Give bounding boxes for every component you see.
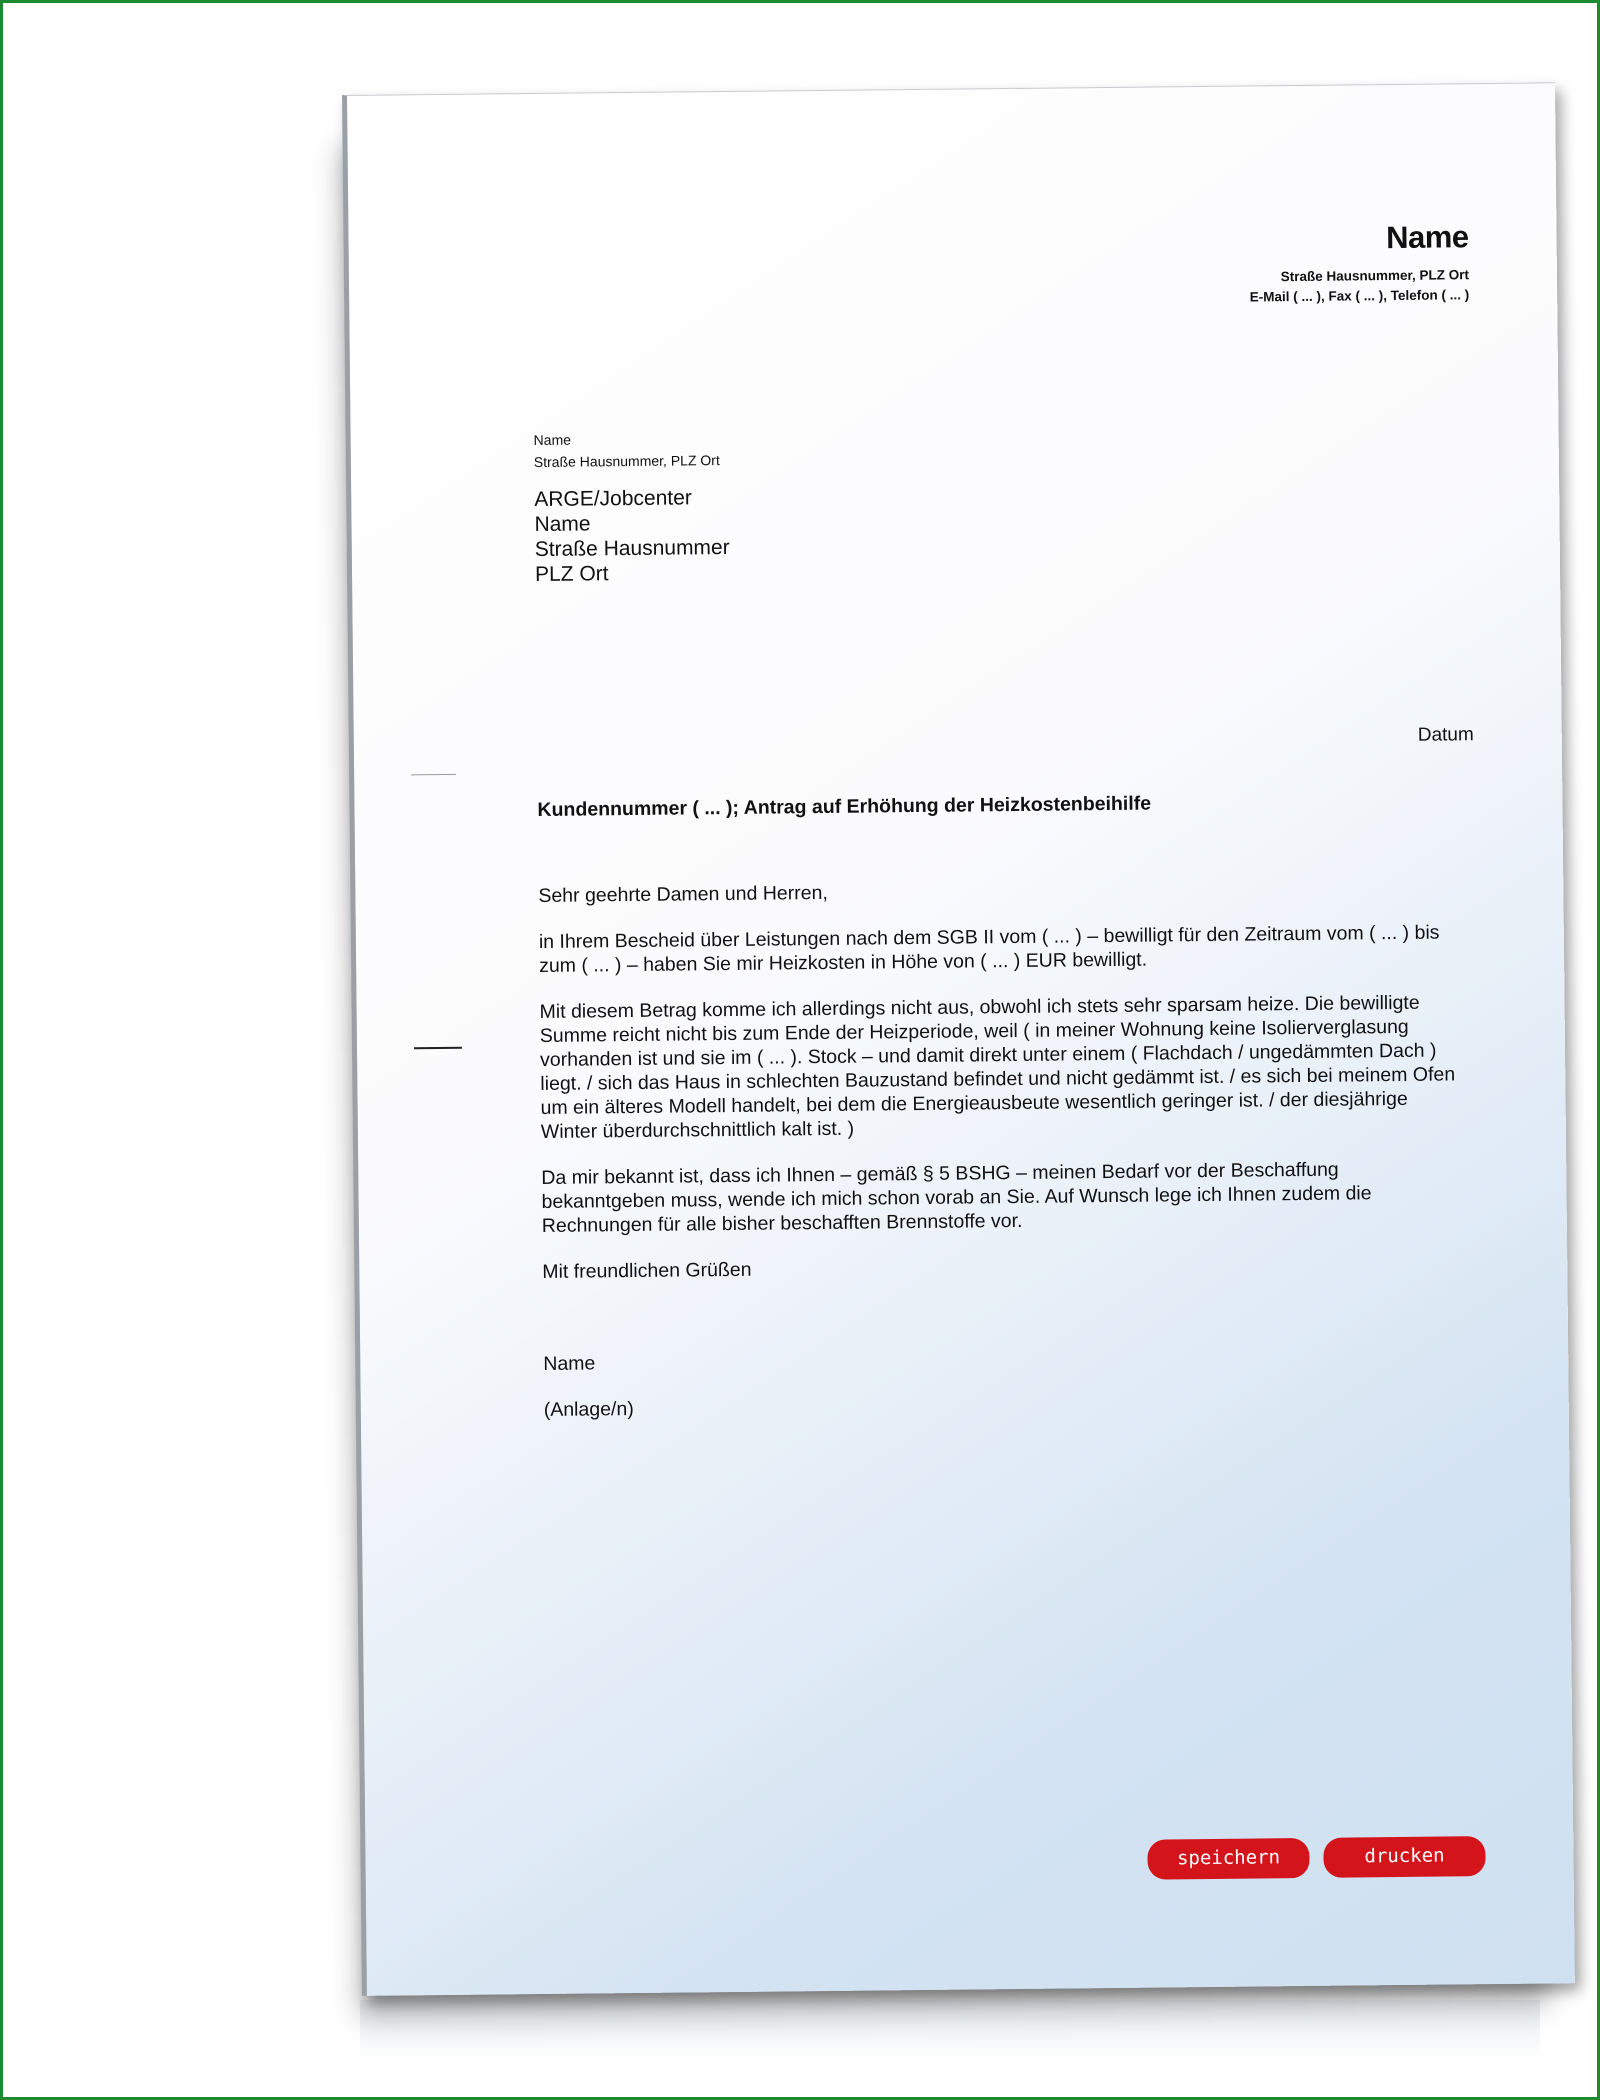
recipient-line-3: Straße Hausnummer (534, 535, 730, 562)
letter-body (538, 874, 1459, 1444)
print-button[interactable]: drucken (1323, 1836, 1485, 1878)
save-button[interactable]: speichern (1147, 1838, 1309, 1880)
sender-name: Name (1385, 219, 1469, 256)
signature-name: Name (543, 1352, 596, 1375)
recipient-line-1: ARGE/Jobcenter (534, 486, 692, 512)
recipient-line-2: Name (534, 512, 591, 537)
punch-mark (414, 1047, 462, 1050)
return-address-name: Name (533, 431, 572, 449)
letter-page (342, 82, 1575, 1996)
body-paragraph-2: Mit diesem Betrag komme ich allerdings nicht aus, obwohl ich stets sehr sparsam heize. Die bewilligte Summe reicht nicht bis zum Ende der Heizperiode, weil ( in meiner Wohnung keine Isolierverglasung vorhanden ist und sie im ( ... ). Stock – und damit direkt unter einem ( Flachdach / ungedämmten Dach ) liegt. / sich das Haus in schlechten Bauzustand befindet und nicht gedämmt ist. / es sich bei meinem Ofen um ein älteres Modell handelt, bei dem die Energieausbeute wesentlich geringer ist. / der diesjährige Winter überdurchschnittlich kalt ist. ) (539, 991, 1456, 1143)
sender-contact: E-Mail ( ... ), Fax ( ... ), Telefon ( ... ) (1249, 287, 1470, 305)
body-paragraph-1: in Ihrem Bescheid über Leistungen nach dem SGB II vom ( ... ) – bewilligt für den Zeitraum vom ( ... ) bis zum ( ... ) – haben Sie mir Heizkosten in Höhe von ( ... ) EUR bewilligt. (538, 921, 1440, 977)
body-paragraph-3: Da mir bekannt ist, dass ich Ihnen – gemäß § 5 BSHG – meinen Bedarf vor der Beschaffung bekanntgeben muss, wende ich mich schon vorab an Sie. Auf Wunsch lege ich Ihnen zudem die Rechnungen für alle bisher beschafften Brennstoffe vor. (541, 1158, 1372, 1237)
fold-mark-top (411, 774, 456, 775)
recipient-line-4: PLZ Ort (534, 562, 609, 587)
letter-date: Datum (1417, 724, 1474, 746)
return-address (534, 427, 720, 473)
salutation: Sehr geehrte Damen und Herren, (538, 881, 828, 907)
closing: Mit freundlichen Grüßen (542, 1258, 752, 1283)
sender-address: Straße Hausnummer, PLZ Ort (1280, 267, 1470, 285)
attachment-note: (Anlage/n) (543, 1398, 634, 1421)
page-reflection (360, 2000, 1540, 2060)
recipient-address (534, 485, 730, 587)
action-buttons (1147, 1836, 1485, 1880)
sender-block (1249, 219, 1469, 307)
return-address-street: Straße Hausnummer, PLZ Ort (533, 452, 720, 471)
letter-subject: Kundennummer ( ... ); Antrag auf Erhöhung der Heizkostenbeihilfe (537, 792, 1152, 821)
